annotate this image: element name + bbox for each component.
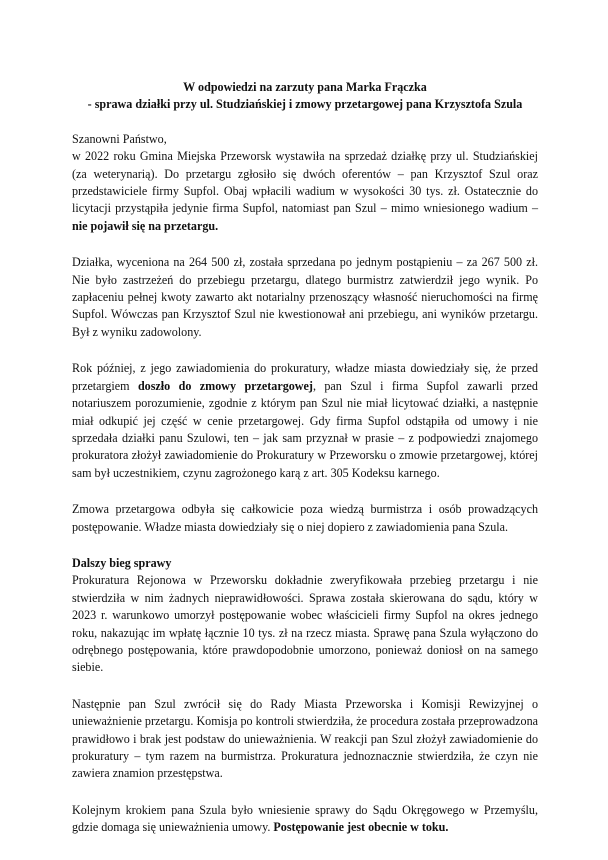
paragraph-6: Następnie pan Szul zwrócił się do Rady Miasta Przeworska i Komisji Rewizyjnej o unieważnienie przetargu. Komisja po kontroli stwierdziła, że procedura została przeprowadzona prawidłowo i brak jest podstaw do unieważnienia. W reakcji pan Szul złożył zawiadomienie do prokuratury – tym razem na burmistrza. Prokuratura jednoznacznie stwierdziła, że czyn nie zawiera znamion przestępstwa. xyxy=(72,696,538,781)
paragraph-4: Zmowa przetargowa odbyła się całkowicie poza wiedzą burmistrza i osób prowadzących postępowanie. Władze miasta dowiedziały się o niej dopiero z zawiadomienia pana Szula. xyxy=(72,502,538,534)
paragraph-3-text-a: Rok później, z jego zawiadomienia do prokuratury, władze miasta dowiedziały się, że przed przetargiem xyxy=(72,361,538,393)
greeting: Szanowni Państwo, xyxy=(72,131,167,146)
paragraph-3 xyxy=(72,360,538,482)
paragraph-7 xyxy=(72,802,538,837)
paragraph-1-text: w 2022 roku Gmina Miejska Przeworsk wystawiła na sprzedaż działkę przy ul. Studziańskiej (za weterynarią). Do przetargu zgłosiło się dwóch oferentów – pan Krzysztof Szul oraz przedstawiciele firmy Supfol. Obaj wpłacili wadium w wysokości 30 tys. zł. Ostatecznie do licytacji przystąpiła jedynie firma Supfol, natomiast pan Szul – mimo wniesionego wadium – xyxy=(72,149,538,216)
title-line-1: W odpowiedzi na zarzuty pana Marka Frączka xyxy=(183,80,427,94)
paragraph-7-bold: Postępowanie jest obecnie w toku. xyxy=(273,820,449,835)
section-heading: Dalszy bieg sprawy xyxy=(72,555,172,570)
paragraph-3-text-c: , pan Szul i firma Supfol zawarli przed notariuszem porozumienie, zgodnie z którym pan Szul nie miał licytować działki, a następnie miał odkupić jej część w cenie przetargowej. Gdy firma Supfol odstąpiła od umowy i nie sprzedała działki panu Szulowi, ten – jak sam przyznał w prasie – z podpowiedzi znajomego prokuratora złożył zawiadomienie do Prokuratury w Przeworsku o zmowie przetargowej, której sam był uczestnikiem, czynu zagrożonego karą z art. 305 Kodeksu karnego. xyxy=(72,378,538,480)
paragraph-1 xyxy=(72,148,538,235)
paragraph-3-bold: doszło do zmowy przetargowej xyxy=(137,378,313,393)
document-title xyxy=(72,79,538,114)
paragraph-2: Działka, wyceniona na 264 500 zł, została sprzedana po jednym postąpieniu – za 267 500 zł. Nie było zastrzeżeń do przebiegu przetargu, dlatego burmistrz zatwierdził jego wynik. Po zapłaceniu pełnej kwoty zawarto akt notarialny przenoszący własność nieruchomości na firmę Supfol. Wówczas pan Krzysztof Szul nie kwestionował ani przebiegu, ani wyników przetargu. Był z wyniku zadowolony. xyxy=(72,255,538,339)
title-line-2: - sprawa działki przy ul. Studziańskiej i zmowy przetargowej pana Krzysztofa Szula xyxy=(87,97,523,112)
paragraph-7-text: Kolejnym krokiem pana Szula było wniesienie sprawy do Sądu Okręgowego w Przemyślu, gdzie domaga się unieważnienia umowy. xyxy=(72,802,538,835)
paragraph-5: Prokuratura Rejonowa w Przeworsku dokładnie zweryfikowała przebieg przetargu i nie stwierdziła w nim żadnych nieprawidłowości. Sprawa została skierowana do sądu, który w 2023 r. warunkowo umorzył postępowanie wobec właścicieli firmy Supfol na okres jednego roku, nakazując im wpłatę łącznie 10 tys. zł na rzecz miasta. Sprawę pana Szula wyłączono do odrębnego postępowania, które prawdopodobnie umorzono, ponieważ doniosł on na samego siebie. xyxy=(72,573,538,675)
paragraph-1-bold: nie pojawił się na przetargu. xyxy=(72,218,219,233)
